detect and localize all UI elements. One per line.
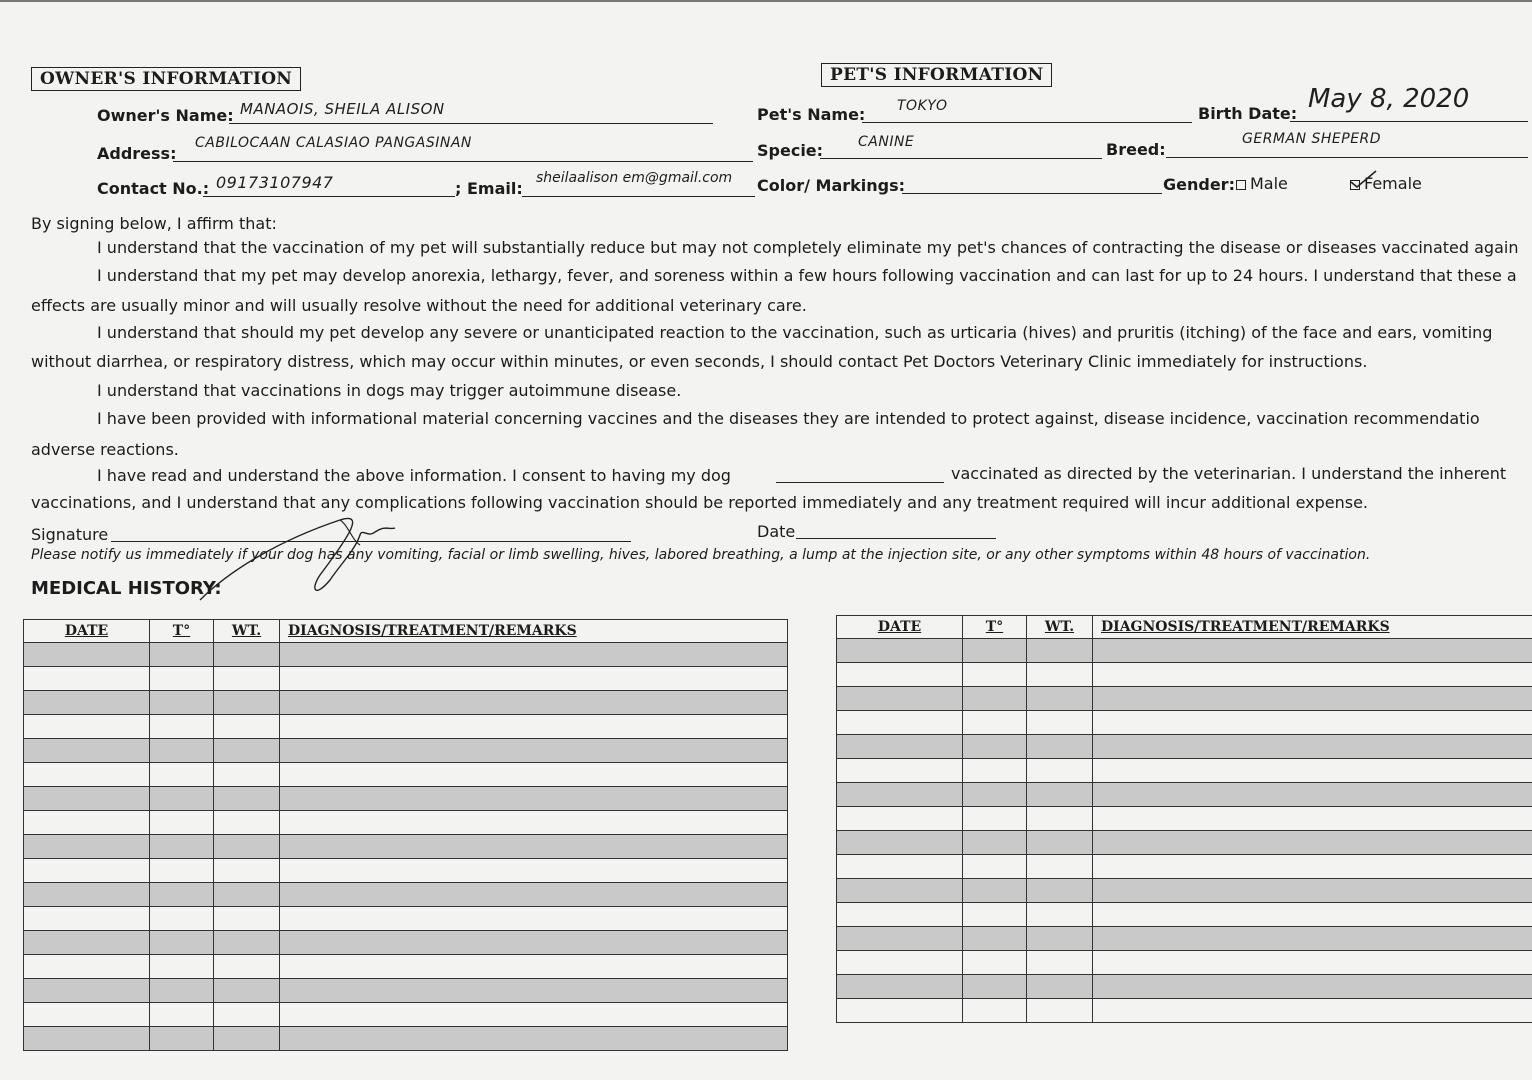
owner-name-label: Owner's Name: [97,106,234,125]
table-cell[interactable] [1093,903,1532,927]
birth-date-label: Birth Date: [1198,104,1298,123]
table-cell[interactable] [963,759,1027,783]
consent-paragraph-6a-start: I have read and understand the above information. I consent to having my dog [97,466,731,485]
table-cell[interactable] [214,907,280,931]
table-cell[interactable] [280,979,788,1003]
table-row[interactable] [24,979,788,1003]
table-cell[interactable] [837,663,963,687]
medical-history-title: MEDICAL HISTORY: [31,578,222,599]
table-cell[interactable] [214,859,280,883]
table-cell[interactable] [214,787,280,811]
table-row[interactable] [24,667,788,691]
table-cell[interactable] [1093,639,1532,663]
table-cell[interactable] [214,1003,280,1027]
gender-label: Gender: [1163,175,1235,194]
table-row[interactable] [24,1003,788,1027]
table-cell[interactable] [150,643,214,667]
table-cell[interactable] [1027,999,1093,1023]
table-header-row [837,616,1532,639]
table-cell[interactable] [24,883,150,907]
pet-name-line [862,122,1192,123]
col-weight-header: WT. [214,620,280,643]
table-row[interactable] [24,907,788,931]
table-cell[interactable] [150,715,214,739]
signature-label: Signature [31,525,109,544]
table-cell[interactable] [150,907,214,931]
table-cell[interactable] [24,715,150,739]
table-cell[interactable] [1093,879,1532,903]
table-cell[interactable] [1027,903,1093,927]
table-cell[interactable] [1093,735,1532,759]
table-cell[interactable] [280,643,788,667]
table-cell[interactable] [24,739,150,763]
consent-paragraph-2a: I understand that my pet may develop anorexia, lethargy, fever, and soreness within a few hours following vaccination and can last for up to 24 hours. I understand that these a [97,266,1517,285]
owner-name-value[interactable]: MANAOIS, SHEILA ALISON [240,100,445,118]
table-cell[interactable] [280,811,788,835]
table-cell[interactable] [963,807,1027,831]
dog-name-line [776,482,944,483]
table-cell[interactable] [150,1003,214,1027]
table-cell[interactable] [280,1003,788,1027]
specie-label: Specie: [757,141,824,160]
table-cell[interactable] [963,687,1027,711]
table-cell[interactable] [280,907,788,931]
table-cell[interactable] [280,883,788,907]
table-cell[interactable] [1027,711,1093,735]
table-cell[interactable] [150,691,214,715]
table-row[interactable] [837,735,1532,759]
owner-section-title: OWNER'S INFORMATION [31,67,301,91]
table-row[interactable] [24,835,788,859]
gender-female-label: Female [1364,174,1422,193]
table-row[interactable] [24,643,788,667]
table-row[interactable] [24,931,788,955]
table-cell[interactable] [1027,951,1093,975]
gender-male-label: Male [1250,174,1288,193]
top-edge-line [0,0,1532,2]
table-row[interactable] [837,687,1532,711]
address-label: Address: [97,144,177,163]
table-cell[interactable] [214,835,280,859]
table-cell[interactable] [24,835,150,859]
table-cell[interactable] [1027,975,1093,999]
email-label: ; Email: [455,179,523,198]
table-cell[interactable] [280,739,788,763]
table-cell[interactable] [24,787,150,811]
table-cell[interactable] [150,859,214,883]
table-cell[interactable] [963,855,1027,879]
breed-value[interactable]: GERMAN SHEPERD [1242,131,1382,147]
table-cell[interactable] [214,955,280,979]
contact-value[interactable]: 09173107947 [216,173,334,192]
table-row[interactable] [837,903,1532,927]
table-cell[interactable] [837,855,963,879]
color-markings-line [902,193,1162,194]
table-cell[interactable] [1093,975,1532,999]
consent-intro: By signing below, I affirm that: [31,214,277,233]
table-cell[interactable] [837,639,963,663]
address-line [173,161,753,162]
table-cell[interactable] [837,999,963,1023]
col-remarks-header: DIAGNOSIS/TREATMENT/REMARKS [280,620,788,643]
table-cell[interactable] [214,931,280,955]
table-cell[interactable] [1093,687,1532,711]
table-cell[interactable] [1027,879,1093,903]
consent-paragraph-1: I understand that the vaccination of my pet will substantially reduce but may not completely eliminate my pet's chances of contracting the disease or diseases vaccinated again [97,238,1519,257]
table-row[interactable] [24,859,788,883]
table-row[interactable] [24,763,788,787]
table-cell[interactable] [214,883,280,907]
table-cell[interactable] [280,691,788,715]
breed-line [1166,157,1528,158]
table-cell[interactable] [280,955,788,979]
table-cell[interactable] [837,951,963,975]
table-cell[interactable] [24,643,150,667]
table-cell[interactable] [837,735,963,759]
table-cell[interactable] [963,711,1027,735]
owner-name-line [229,123,713,124]
table-cell[interactable] [280,667,788,691]
table-cell[interactable] [837,903,963,927]
table-cell[interactable] [24,931,150,955]
table-cell[interactable] [214,715,280,739]
table-row[interactable] [837,879,1532,903]
date-label: Date [757,522,796,541]
consent-paragraph-2b: effects are usually minor and will usually resolve without the need for additional veterinary care. [31,296,807,315]
table-row[interactable] [24,811,788,835]
table-cell[interactable] [280,715,788,739]
consent-paragraph-6a-end: vaccinated as directed by the veterinarian. I understand the inherent [951,464,1507,483]
table-row[interactable] [837,927,1532,951]
table-cell[interactable] [24,691,150,715]
table-row[interactable] [837,855,1532,879]
table-cell[interactable] [963,735,1027,759]
table-cell[interactable] [1093,951,1532,975]
consent-paragraph-5b: adverse reactions. [31,440,179,459]
breed-label: Breed: [1106,140,1166,159]
table-cell[interactable] [1027,807,1093,831]
email-value[interactable]: sheilaalison em@gmail.com [536,170,733,186]
table-cell[interactable] [963,831,1027,855]
table-cell[interactable] [837,879,963,903]
table-cell[interactable] [1093,783,1532,807]
table-row[interactable] [24,787,788,811]
table-header-row [24,620,788,643]
table-cell[interactable] [24,667,150,691]
table-cell[interactable] [24,979,150,1003]
table-cell[interactable] [280,859,788,883]
table-cell[interactable] [214,739,280,763]
table-cell[interactable] [214,763,280,787]
table-cell[interactable] [214,979,280,1003]
table-cell[interactable] [150,979,214,1003]
table-cell[interactable] [963,879,1027,903]
table-cell[interactable] [150,667,214,691]
table-row[interactable] [837,975,1532,999]
col-temp-header: T° [150,620,214,643]
table-cell[interactable] [1093,759,1532,783]
table-cell[interactable] [837,687,963,711]
table-cell[interactable] [24,955,150,979]
table-cell[interactable] [1093,927,1532,951]
notification-notice: Please notify us immediately if your dog has any vomiting, facial or limb swelling, hives, labored breathing, a lump at the injection site, or any other symptoms within 48 hours of vaccination. [31,547,1371,563]
table-row[interactable] [24,883,788,907]
table-cell[interactable] [1093,711,1532,735]
table-row[interactable] [837,807,1532,831]
consent-paragraph-3b: without diarrhea, or respiratory distress, which may occur within minutes, or even seconds, I should contact Pet Doctors Veterinary Clinic immediately for instructions. [31,352,1368,371]
table-row[interactable] [24,1027,788,1051]
table-cell[interactable] [837,831,963,855]
table-row[interactable] [24,739,788,763]
table-cell[interactable] [963,663,1027,687]
table-cell[interactable] [963,999,1027,1023]
table-cell[interactable] [1027,759,1093,783]
contact-label: Contact No.: [97,179,210,198]
table-cell[interactable] [837,711,963,735]
table-cell[interactable] [280,931,788,955]
table-row[interactable] [24,691,788,715]
table-cell[interactable] [214,667,280,691]
table-cell[interactable] [24,811,150,835]
consent-paragraph-3a: I understand that should my pet develop any severe or unanticipated reaction to the vaccination, such as urticaria (hives) and pruritis (itching) of the face and ears, vomiting [97,323,1493,342]
table-cell[interactable] [963,927,1027,951]
table-cell[interactable] [1093,807,1532,831]
table-cell[interactable] [1027,831,1093,855]
table-row[interactable] [837,951,1532,975]
table-row[interactable] [837,663,1532,687]
col-remarks-header: DIAGNOSIS/TREATMENT/REMARKS [1093,616,1532,639]
table-cell[interactable] [963,903,1027,927]
table-cell[interactable] [837,783,963,807]
table-cell[interactable] [1027,639,1093,663]
table-cell[interactable] [837,927,963,951]
table-cell[interactable] [24,763,150,787]
table-cell[interactable] [280,787,788,811]
table-cell[interactable] [1093,999,1532,1023]
col-temp-header: T° [963,616,1027,639]
table-row[interactable] [837,999,1532,1023]
table-cell[interactable] [1027,927,1093,951]
table-cell[interactable] [1093,831,1532,855]
table-row[interactable] [24,715,788,739]
table-cell[interactable] [214,1027,280,1051]
table-cell[interactable] [150,931,214,955]
table-cell[interactable] [1027,663,1093,687]
date-line[interactable] [796,538,996,539]
table-cell[interactable] [214,643,280,667]
table-cell[interactable] [1093,663,1532,687]
table-cell[interactable] [1027,855,1093,879]
color-markings-label: Color/ Markings: [757,176,906,195]
contact-line [203,196,455,197]
table-cell[interactable] [280,763,788,787]
birth-date-value[interactable]: May 8, 2020 [1308,84,1470,114]
birth-date-line [1290,121,1528,122]
specie-line [820,158,1102,159]
table-row[interactable] [837,783,1532,807]
table-cell[interactable] [837,759,963,783]
table-row[interactable] [837,831,1532,855]
consent-paragraph-5a: I have been provided with informational material concerning vaccines and the diseases they are intended to protect against, disease incidence, vaccination recommendatio [97,409,1480,428]
table-cell[interactable] [150,763,214,787]
gender-male-option[interactable] [1236,174,1288,193]
table-cell[interactable] [150,811,214,835]
specie-value[interactable]: CANINE [858,134,915,150]
female-check-mark-icon [1348,168,1378,190]
table-cell[interactable] [24,859,150,883]
pet-section-title: PET'S INFORMATION [821,63,1052,87]
table-cell[interactable] [837,807,963,831]
table-cell[interactable] [24,1027,150,1051]
table-cell[interactable] [150,835,214,859]
table-cell[interactable] [214,691,280,715]
col-weight-header: WT. [1027,616,1093,639]
pet-name-label: Pet's Name: [757,105,866,124]
table-cell[interactable] [1027,783,1093,807]
table-cell[interactable] [150,739,214,763]
table-cell[interactable] [963,783,1027,807]
left-table-body[interactable] [24,643,788,1051]
table-cell[interactable] [280,835,788,859]
right-table-body[interactable] [837,639,1532,1023]
table-cell[interactable] [24,907,150,931]
table-cell[interactable] [963,951,1027,975]
table-cell[interactable] [280,1027,788,1051]
table-cell[interactable] [1027,687,1093,711]
table-cell[interactable] [1027,735,1093,759]
table-row[interactable] [837,711,1532,735]
table-cell[interactable] [150,883,214,907]
col-date-header: DATE [837,616,963,639]
consent-paragraph-4: I understand that vaccinations in dogs may trigger autoimmune disease. [97,381,682,400]
table-cell[interactable] [837,975,963,999]
medical-history-table-left [23,619,788,1051]
consent-paragraph-6b: vaccinations, and I understand that any complications following vaccination should be reported immediately and any treatment required will incur additional expense. [31,493,1368,512]
address-value[interactable]: CABILOCAAN CALASIAO PANGASINAN [195,135,472,151]
medical-history-table-right [836,615,1532,1023]
pet-name-value[interactable]: TOKYO [897,98,948,114]
table-row[interactable] [837,639,1532,663]
male-checkbox[interactable] [1236,180,1246,190]
table-cell[interactable] [1093,855,1532,879]
col-date-header: DATE [24,620,150,643]
table-cell[interactable] [963,975,1027,999]
table-cell[interactable] [150,1027,214,1051]
table-row[interactable] [24,955,788,979]
table-cell[interactable] [24,1003,150,1027]
table-cell[interactable] [150,787,214,811]
table-cell[interactable] [214,811,280,835]
table-cell[interactable] [963,639,1027,663]
email-line [522,196,755,197]
table-cell[interactable] [150,955,214,979]
table-row[interactable] [837,759,1532,783]
